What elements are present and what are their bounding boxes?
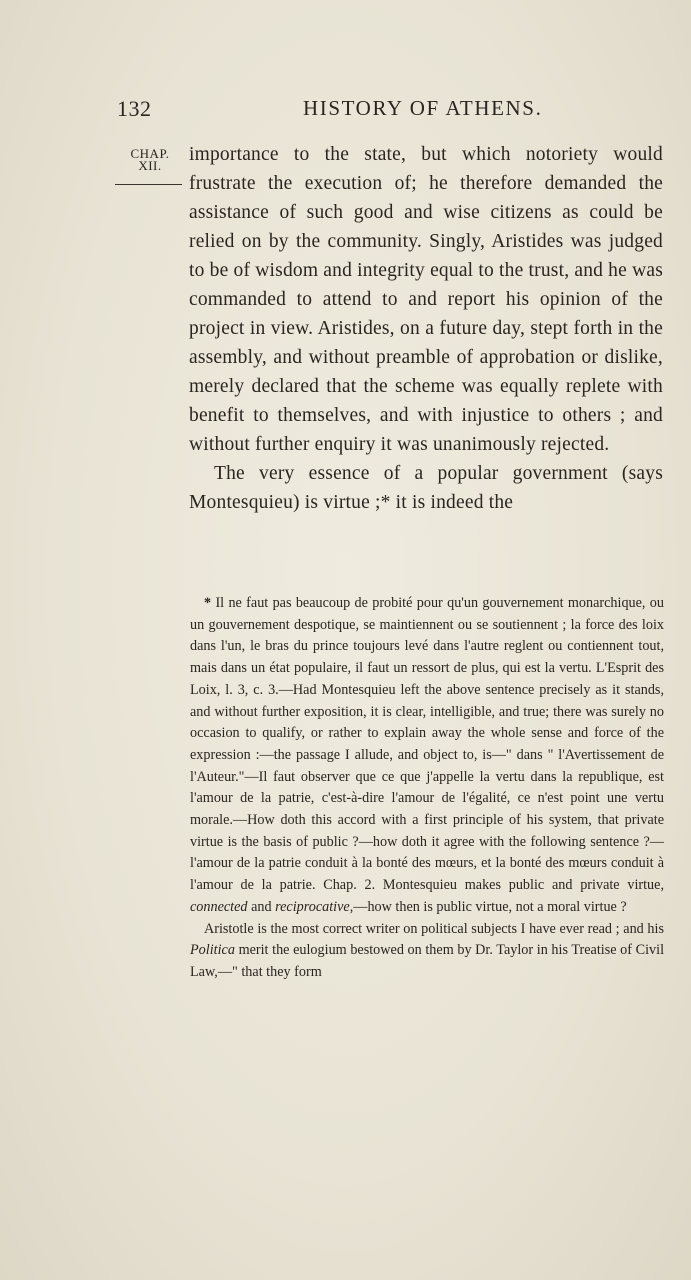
footnote-text-2: Aristotle is the most correct writer on political subjects I have ever read ; and his <box>204 920 664 937</box>
footnote-paragraph-2 <box>190 919 664 984</box>
footnote-marker: * <box>204 595 212 611</box>
margin-rule <box>115 184 182 185</box>
footnote-italic-reciprocative: reciprocative <box>275 898 350 915</box>
chapter-number: XII. <box>138 158 162 173</box>
body-paragraph-2: The very essence of a popular government (says Montesquieu) is virtue ;* it is indeed the <box>189 463 663 513</box>
footnotes <box>190 593 664 984</box>
footnote-text-1: Il ne faut pas beaucoup de probité pour qu'un gouvernement monarchique, ou un gouvernement despotique, se maintiennent ou se soutiennent ; la force des loix dans l'un, le bras du prince toujours levé dans l'autre reglent ou contiennent tout, mais dans un état populaire, il faut un ressort de plus, qui est la vertu. L'Esprit des Loix, l. 3, c. 3.—Had Montesquieu left the above sentence precisely as it stands, and without further exposition, it is clear, intelligible, and true; there was surely no occasion to qualify, or rather to explain away the whole sense and force of the expression :—the passage I allude, and object to, is—" dans " l'Avertissement de l'Auteur."—Il faut observer que ce que j'appelle la vertu dans la republique, est l'amour de la patrie, c'est-à-dire l'amour de l'égalité, ce n'est point une vertu morale.—How doth this accord with a first principle of his system, that private virtue is the basis of public ?—how doth it agree with the following sentence ?—l'amour de la patrie conduit à la bonté des mœurs, et la bonté des mœurs conduit à l'amour de la patrie. Chap. 2. Montesquieu makes public and private virtue, <box>190 595 664 894</box>
body-paragraph-1: importance to the state, but which notoriety would frustrate the execution of; he therefore demanded the assistance of such good and wise citizens as could be relied on by the community. Singly, Aristides was judged to be of wisdom and integrity equal to the trust, and he was commanded to attend to and report his opinion of the project in view. Aristides, on a future day, stept forth in the assembly, and without preamble of approbation or dislike, merely declared that the scheme was equally replete with benefit to themselves, and with injustice to others ; and without further enquiry it was unanimously rejected. <box>189 144 663 455</box>
footnote-text-2-end: merit the eulogium bestowed on them by Dr. Taylor in his Treatise of Civil Law,—" that they form <box>190 942 665 980</box>
footnote-and: and <box>251 898 272 915</box>
page-number: 132 <box>117 96 152 121</box>
footnote-text-1-end: ,—how then is public virtue, not a moral virtue ? <box>349 898 627 915</box>
footnote-italic-connected: connected <box>190 898 248 915</box>
chapter-margin-note <box>121 148 179 172</box>
main-text <box>189 140 663 517</box>
footnote-italic-politica: Politica <box>190 942 235 959</box>
running-title: HISTORY OF ATHENS. <box>303 96 543 120</box>
page-header <box>117 96 553 126</box>
footnote-paragraph-1 <box>190 593 664 919</box>
chapter-label: CHAP. <box>130 146 170 161</box>
